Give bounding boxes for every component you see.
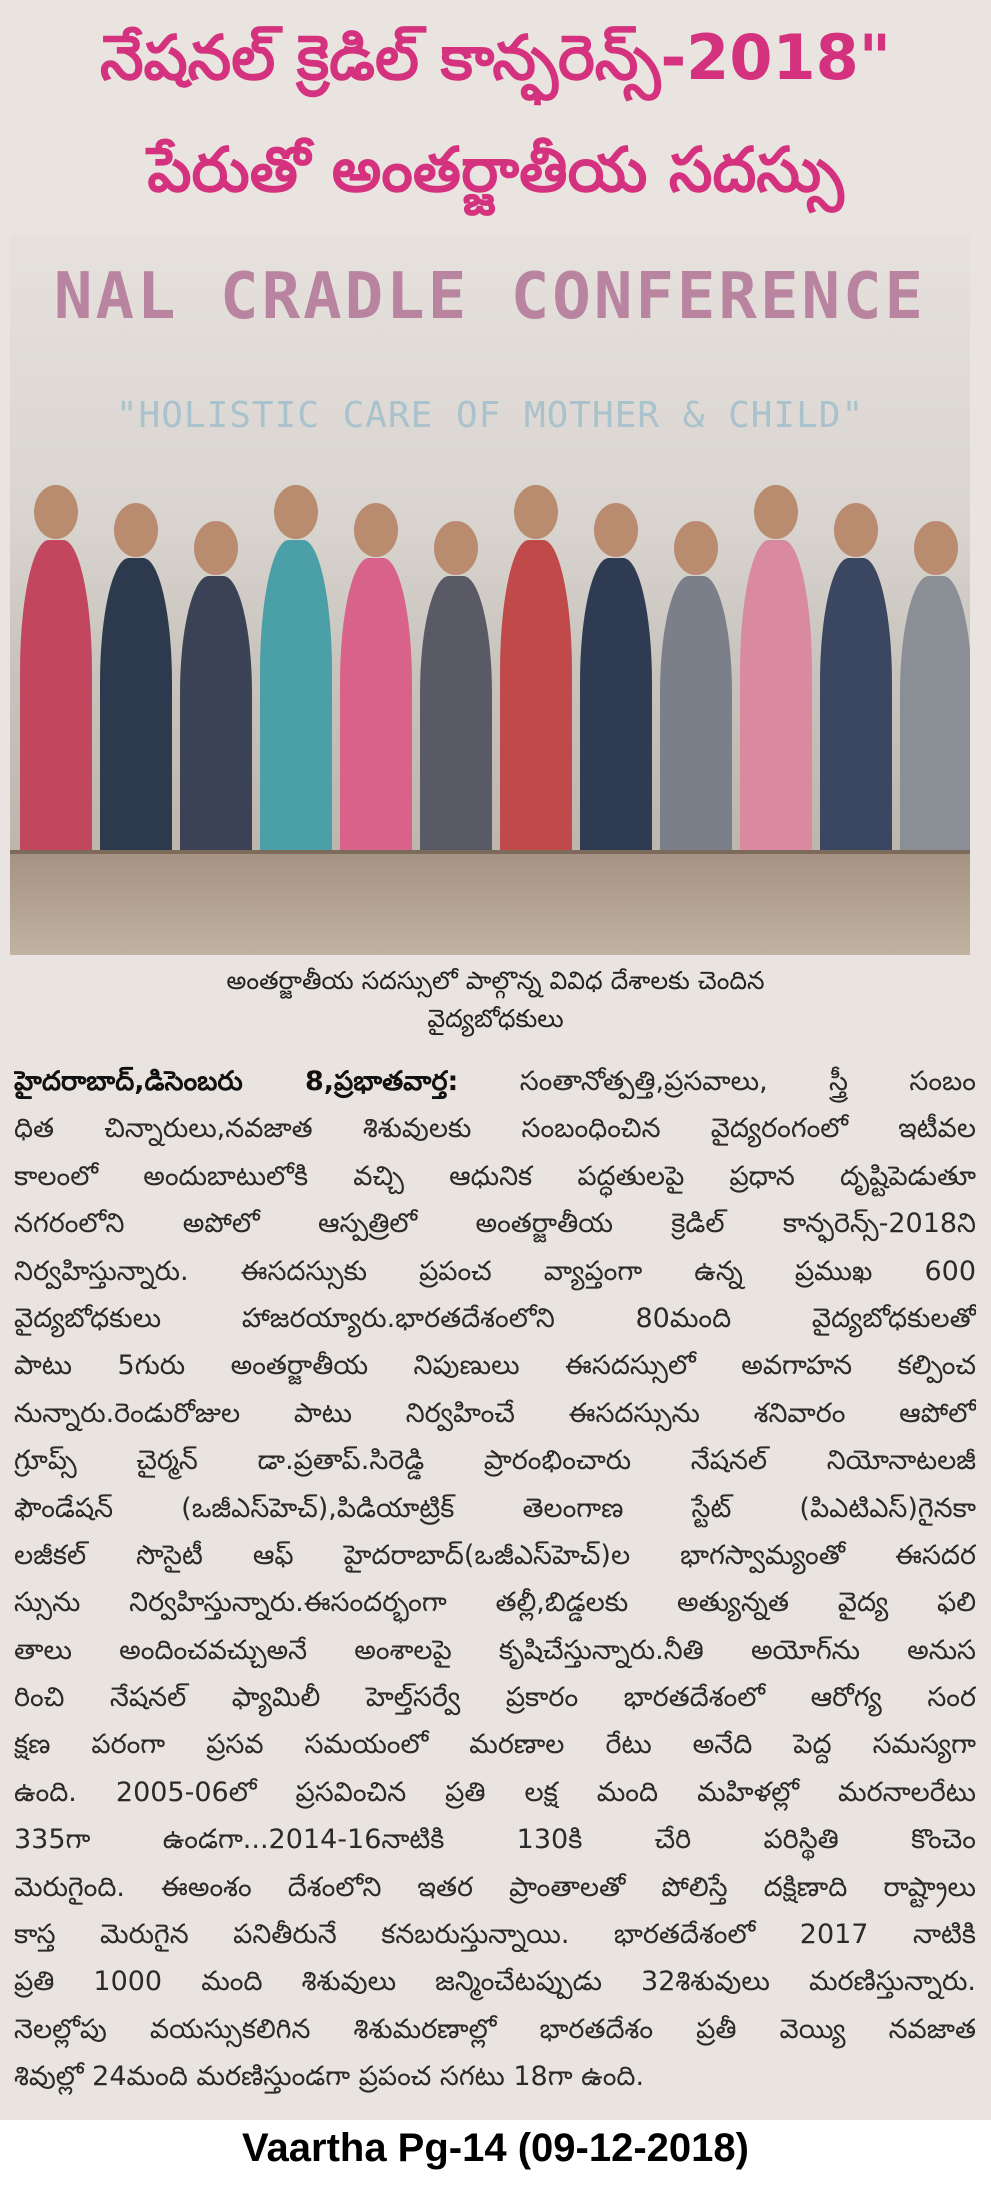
article-line: గ్రూప్స్ చైర్మన్ డా.ప్రతాప్.సిరెడ్డి ప్రారంభించారు నేషనల్ నియోనాటలజీ bbox=[14, 1445, 976, 1477]
article-body bbox=[14, 1058, 976, 2101]
person-head bbox=[914, 521, 958, 575]
article-line: మెరుగైంది. ఈఅంశం దేశంలోని ఇతర ప్రాంతాలతో పోలిస్తే దక్షిణాది రాష్ట్రాలు bbox=[14, 1871, 976, 1903]
person-figure bbox=[660, 576, 732, 870]
caption-line-2: వైద్యబోధకులు bbox=[427, 1004, 564, 1033]
person-head bbox=[274, 485, 318, 539]
article-line: రించి నేషనల్ ఫ్యామిలీ హెల్త్‌సర్వే ప్రకారం భారతదేశంలో ఆరోగ్య సంర bbox=[14, 1682, 976, 1714]
photo-caption bbox=[0, 962, 991, 1038]
person-figure bbox=[260, 540, 332, 870]
article-text: సంతానోత్పత్తి,ప్రసవాలు, స్త్రీ సంబం bbox=[519, 1066, 976, 1097]
conference-photo bbox=[10, 235, 970, 955]
article-line: నున్నారు.రెండురోజుల పాటు నిర్వహించే ఈసదస్సును శనివారం ఆపోలో bbox=[14, 1397, 976, 1429]
person-figure bbox=[740, 540, 812, 870]
person-figure bbox=[100, 558, 172, 870]
article-line: వైద్యబోధకులు హాజరయ్యారు.భారతదేశంలోని 80మంది వైద్యబోధకులతో bbox=[14, 1302, 976, 1334]
photo-tagline: "HOLISTIC CARE OF MOTHER & CHILD" bbox=[115, 395, 865, 436]
headline-line-2: పేరుతో అంతర్జాతీయ సదస్సు bbox=[147, 133, 844, 206]
person-head bbox=[674, 521, 718, 575]
article-line: ప్రతి 1000 మంది శిశువులు జన్మించేటప్పుడు 32శిశువులు మరణిస్తున్నారు. bbox=[14, 1966, 976, 1998]
article-line: 335గా ఉండగా...2014-16నాటికి 130కి చేరి పరిస్థితి కొంచెం bbox=[14, 1824, 976, 1856]
article-line: నగరంలోని అపోలో ఆస్పత్రిలో అంతర్జాతీయ క్రెడిల్ కాన్ఫరెన్స్-2018ని bbox=[14, 1208, 976, 1240]
article-line: క్షణ పరంగా ప్రసవ సమయంలో మరణాల రేటు అనేది పెద్ద సమస్యగా bbox=[14, 1729, 976, 1761]
person-figure bbox=[420, 576, 492, 870]
person-figure bbox=[20, 540, 92, 870]
person-figure bbox=[180, 576, 252, 870]
article-line: పాటు 5గురు అంతర్జాతీయ నిపుణులు ఈసదస్సులో అవగాహన కల్పించ bbox=[14, 1350, 976, 1382]
article-line: నెలల్లోపు వయస్సుకలిగిన శిశుమరణాల్లో భారతదేశం ప్రతీ వెయ్యి నవజాత bbox=[14, 2013, 976, 2045]
dateline: హైదరాబాద్,డిసెంబరు 8,ప్రభాతవార్త: bbox=[14, 1066, 459, 1097]
person-head bbox=[594, 503, 638, 557]
person-head bbox=[514, 485, 558, 539]
source-footer: Vaartha Pg-14 (09-12-2018) bbox=[242, 2126, 749, 2170]
article-line: స్సును నిర్వహిస్తున్నారు.ఈసందర్భంగా తల్లీ,బిడ్డలకు అత్యున్నత వైద్య ఫలి bbox=[14, 1587, 976, 1619]
article-line: కాలంలో అందుబాటులోకి వచ్చి ఆధునిక పద్ధతులపై ప్రధాన దృష్టిపెడుతూ bbox=[14, 1160, 976, 1192]
article-line: లజీకల్ సొసైటీ ఆఫ్ హైదరాబాద్(ఒజీఎస్‌హెచ్)ల భాగస్వామ్యంతో ఈసదర bbox=[14, 1539, 976, 1571]
article-line: ఫౌండేషన్ (ఒజీఎస్‌హెచ్),పిడియాట్రిక్ తెలంగాణ స్టేట్ (పిఎటిఎస్)గైనకా bbox=[14, 1492, 976, 1524]
article-line: కాస్త మెరుగైన పనితీరునే కనబరుస్తున్నాయి. భారతదేశంలో 2017 నాటికి bbox=[14, 1919, 976, 1951]
person-head bbox=[834, 503, 878, 557]
person-figure bbox=[580, 558, 652, 870]
person-head bbox=[434, 521, 478, 575]
person-head bbox=[34, 485, 78, 539]
article-line bbox=[14, 1058, 976, 1105]
article-line: నిర్వహిస్తున్నారు. ఈసదస్సుకు ప్రపంచ వ్యాప్తంగా ఉన్న ప్రముఖ 600 bbox=[14, 1255, 976, 1287]
person-figure bbox=[900, 576, 970, 870]
person-head bbox=[194, 521, 238, 575]
article-line: తాలు అందించవచ్చుఅనే అంశాలపై కృషిచేస్తున్నారు.నీతి అయోగ్‌ను అనుస bbox=[14, 1634, 976, 1666]
person-head bbox=[754, 485, 798, 539]
person-head bbox=[354, 503, 398, 557]
person-figure bbox=[340, 558, 412, 870]
conference-table bbox=[10, 850, 970, 955]
article-line: ఉంది. 2005-06లో ప్రసవించిన ప్రతి లక్ష మంది మహిళల్లో మరనాలరేటు bbox=[14, 1776, 976, 1808]
person-figure bbox=[500, 540, 572, 870]
headline-line-1: నేషనల్ క్రెడిల్ కాన్ఫరెన్స్-2018" bbox=[99, 21, 892, 94]
photo-banner-text: NAL CRADLE CONFERENCE bbox=[53, 260, 927, 334]
person-head bbox=[114, 503, 158, 557]
caption-line-1: అంతర్జాతీయ సదస్సులో పాల్గొన్న వివిధ దేశాలకు చెందిన bbox=[226, 966, 765, 995]
person-figure bbox=[820, 558, 892, 870]
article-line: శివుల్లో 24మంది మరణిస్తుండగా ప్రపంచ సగటు 18గా ఉంది. bbox=[14, 2061, 645, 2093]
article-line: ధిత చిన్నారులు,నవజాత శిశువులకు సంబంధించిన వైద్యరంగంలో ఇటీవల bbox=[14, 1113, 976, 1145]
